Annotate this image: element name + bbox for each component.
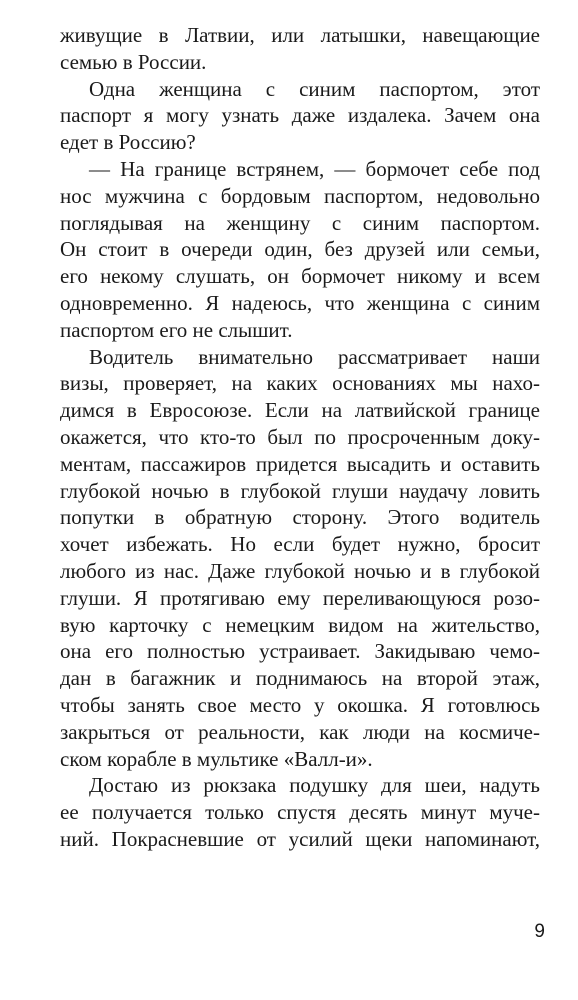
text-line: димся в Евросоюзе. Если на латвийской границе: [60, 398, 540, 423]
text-line: его некому слушать, он бормочет никому и всем: [60, 264, 540, 289]
text-line: Водитель внимательно рассматривает наши: [89, 344, 540, 369]
text-line: попутки в обратную сторону. Этого водитель: [60, 505, 540, 530]
text-line: ее получается только спустя десять минут муче-: [60, 800, 540, 825]
text-line: ний. Покрасневшие от усилий щеки напоминают,: [60, 826, 540, 851]
text-line: одновременно. Я надеюсь, что женщина с синим: [60, 290, 540, 315]
text-line: глубокой ночью в глубокой глуши наудачу ловить: [60, 478, 540, 503]
text-line: Достаю из рюкзака подушку для шеи, надуть: [89, 773, 540, 798]
text-line: она его полностью устраивает. Закидываю чемо-: [60, 639, 540, 664]
text-line: семью в России.: [60, 49, 207, 74]
body-text: [60, 22, 540, 853]
text-line: визы, проверяет, на каких основаниях мы нахо-: [60, 371, 540, 396]
text-line: Одна женщина с синим паспортом, этот: [89, 76, 540, 101]
text-line: паспортом его не слышит.: [60, 317, 293, 342]
text-line: Он стоит в очереди один, без друзей или семьи,: [60, 237, 540, 262]
text-line: окажется, что кто-то был по просроченным доку-: [60, 424, 540, 449]
text-line: любого из нас. Даже глубокой ночью и в глубокой: [60, 558, 540, 583]
text-line: — На границе встрянем, — бормочет себе под: [89, 156, 540, 181]
text-line: паспорт я могу узнать даже издалека. Зачем она: [60, 103, 540, 128]
page-number: 9: [534, 921, 545, 942]
text-line: закрыться от реальности, как люди на космиче-: [60, 719, 540, 744]
text-line: вую карточку с немецким видом на жительство,: [60, 612, 540, 637]
text-line: ском корабле в мультике «Валл-и».: [60, 746, 373, 771]
text-line: едет в Россию?: [60, 130, 196, 155]
text-line: чтобы занять свое место у окошка. Я готовлюсь: [60, 692, 540, 717]
text-line: нос мужчина с бордовым паспортом, недовольно: [60, 183, 540, 208]
text-line: дан в багажник и поднимаюсь на второй этаж,: [60, 666, 540, 691]
text-line: поглядывая на женщину с синим паспортом.: [60, 210, 540, 235]
text-line: глуши. Я протягиваю ему переливающуюся розо-: [60, 585, 540, 610]
text-line: хочет избежать. Но если будет нужно, бросит: [60, 532, 540, 557]
text-line: ментам, пассажиров придется высадить и оставить: [60, 451, 540, 476]
text-line: живущие в Латвии, или латышки, навещающие: [60, 23, 540, 47]
